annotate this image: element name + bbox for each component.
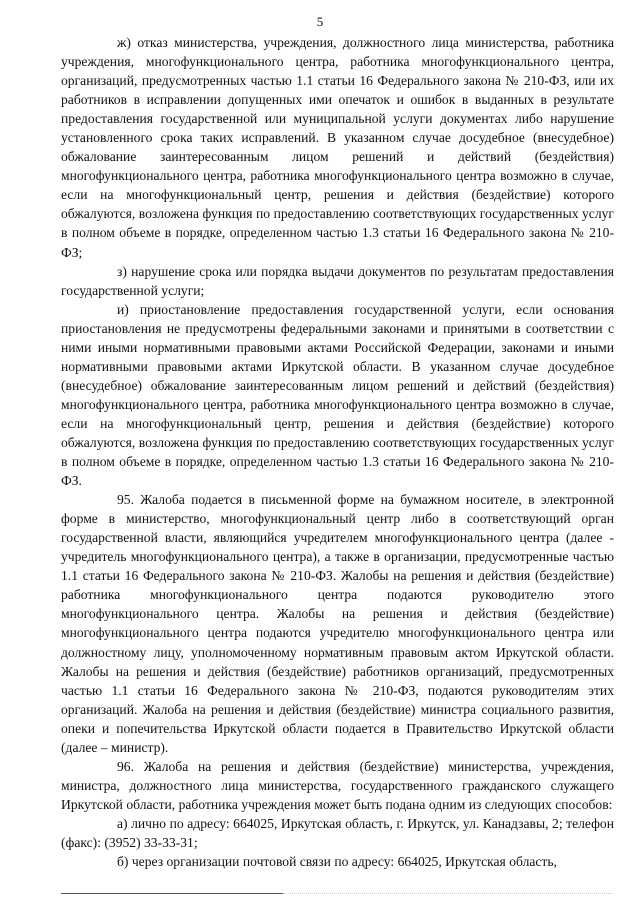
footer-dotted-divider (283, 893, 613, 894)
paragraph-item-b: б) через организации почтовой связи по адресу: 664025, Иркутская область, (117, 854, 557, 870)
footer-rule (61, 893, 283, 894)
paragraph-95: 95. Жалоба подается в письменной форме на бумажном носителе, в электронной форме в министерство, многофункциональный центр либо в соответствующий орган государственной власти, являющийся учредителем многофункционального центра (далее - учредитель многофункционального центра), а также в организации, предусмотренные частью 1.1 статьи 16 Федерального закона № 210-ФЗ. Жалобы на решения и действия (бездействие) работника многофункционального центра подаются руководителю этого многофункционального центра. Жалобы на решения и действия (бездействие) многофункционального центра подаются учредителю многофункционального центра или должностному лицу, уполномоченному нормативным правовым актом Иркутской области. Жалобы на решения и действия (бездействие) работников организаций, предусмотренных частью 1.1 статьи 16 Федерального закона № 210-ФЗ, подаются руководителям этих организаций. Жалоба на решения и действия (бездействие) министра социального развития, опеки и попечительства Иркутской области подается в Правительство Иркутской области (далее – министр). (61, 492, 614, 755)
paragraph-96: 96. Жалоба на решения и действия (бездействие) министерства, учреждения, министра, должностного лица министерства, государственного гражданского служащего Иркутской области, работника учреждения может быть подана одним из следующих способов: (61, 758, 614, 812)
document-body (61, 33, 614, 871)
paragraph-item-z: з) нарушение срока или порядка выдачи документов по результатам предоставления государственной услуги; (61, 263, 614, 298)
paragraph-item-zh: ж) отказ министерства, учреждения, должностного лица министерства, работника учреждения, многофункционального центра, работника многофункционального центра, организаций, предусмотренных частью 1.1 статьи 16 Федерального закона № 210-ФЗ, или их работников в исправлении допущенных ими опечаток и ошибок в выданных в результате предоставления государственной или муниципальной услуги документах либо нарушение установленного срока таких исправлений. В указанном случае досудебное (внесудебное) обжалование заинтересованным лицом решений и действий (бездействия) многофункционального центра, работника многофункционального центра возможно в случае, если на многофункциональный центр, решения и действия (бездействие) которого обжалуются, возложена функция по предоставлению соответствующих государственных услуг в полном объеме в порядке, определенном частью 1.3 статьи 16 Федерального закона № 210-ФЗ; (61, 35, 614, 260)
page-number: 5 (316, 14, 324, 29)
paragraph-item-a: а) лично по адресу: 664025, Иркутская область, г. Иркутск, ул. Канадзавы, 2; телефон (факс): (3952) 33-33-31; (61, 815, 614, 850)
paragraph-item-i: и) приостановление предоставления государственной услуги, если основания приостановления не предусмотрены федеральными законами и принятыми в соответствии с ними иными нормативными правовыми актами Российской Федерации, законами и иными нормативными правовыми актами Иркутской области. В указанном случае досудебное (внесудебное) обжалование заинтересованным лицом решений и действий (бездействия) многофункционального центра, работника многофункционального центра возможно в случае, если на многофункциональный центр, решения и действия (бездействие) которого обжалуются, возложена функция по предоставлению соответствующих государственных услуг в полном объеме в порядке, определенном частью 1.3 статьи 16 Федерального закона № 210-ФЗ. (61, 301, 614, 489)
